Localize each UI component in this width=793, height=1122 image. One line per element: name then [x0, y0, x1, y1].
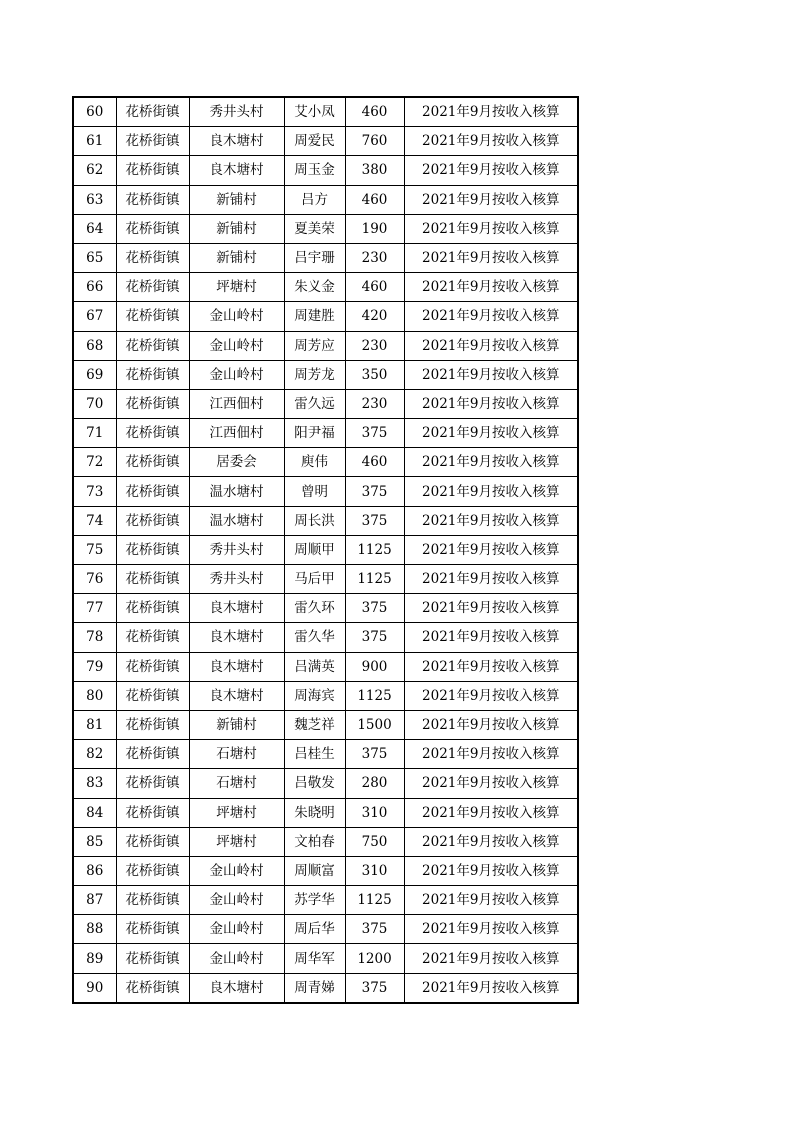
town-cell: 花桥街镇: [116, 565, 189, 594]
town-cell: 花桥街镇: [116, 973, 189, 1003]
town-cell: 花桥街镇: [116, 535, 189, 564]
village-cell: 金山岭村: [189, 360, 284, 389]
row-number-cell: 87: [73, 886, 116, 915]
village-cell: 坪塘村: [189, 798, 284, 827]
row-number-cell: 89: [73, 944, 116, 973]
amount-cell: 230: [345, 243, 404, 272]
table-row: [73, 827, 578, 856]
note-cell: 2021年9月按收入核算: [404, 594, 578, 623]
note-cell: 2021年9月按收入核算: [404, 127, 578, 156]
person-name-cell: 雷久华: [284, 623, 345, 652]
table-row: [73, 185, 578, 214]
note-cell: 2021年9月按收入核算: [404, 535, 578, 564]
note-cell: 2021年9月按收入核算: [404, 185, 578, 214]
village-cell: 金山岭村: [189, 331, 284, 360]
village-cell: 新铺村: [189, 185, 284, 214]
town-cell: 花桥街镇: [116, 798, 189, 827]
village-cell: 新铺村: [189, 214, 284, 243]
row-number-cell: 69: [73, 360, 116, 389]
table-row: [73, 710, 578, 739]
amount-cell: 900: [345, 652, 404, 681]
note-cell: 2021年9月按收入核算: [404, 915, 578, 944]
amount-cell: 460: [345, 185, 404, 214]
person-name-cell: 艾小凤: [284, 97, 345, 127]
village-cell: 居委会: [189, 448, 284, 477]
table-row: [73, 740, 578, 769]
note-cell: 2021年9月按收入核算: [404, 798, 578, 827]
roster-table: [72, 96, 579, 1004]
table-row: [73, 389, 578, 418]
village-cell: 金山岭村: [189, 302, 284, 331]
note-cell: 2021年9月按收入核算: [404, 769, 578, 798]
village-cell: 石塘村: [189, 740, 284, 769]
amount-cell: 460: [345, 448, 404, 477]
town-cell: 花桥街镇: [116, 419, 189, 448]
row-number-cell: 74: [73, 506, 116, 535]
row-number-cell: 68: [73, 331, 116, 360]
table-row: [73, 243, 578, 272]
person-name-cell: 文柏春: [284, 827, 345, 856]
note-cell: 2021年9月按收入核算: [404, 944, 578, 973]
note-cell: 2021年9月按收入核算: [404, 623, 578, 652]
village-cell: 江西佃村: [189, 389, 284, 418]
town-cell: 花桥街镇: [116, 302, 189, 331]
row-number-cell: 81: [73, 710, 116, 739]
table-row: [73, 97, 578, 127]
table-row: [73, 477, 578, 506]
person-name-cell: 苏学华: [284, 886, 345, 915]
person-name-cell: 周芳应: [284, 331, 345, 360]
note-cell: 2021年9月按收入核算: [404, 448, 578, 477]
amount-cell: 1125: [345, 886, 404, 915]
town-cell: 花桥街镇: [116, 623, 189, 652]
village-cell: 坪塘村: [189, 827, 284, 856]
roster-table-body: [73, 97, 578, 1003]
table-row: [73, 506, 578, 535]
town-cell: 花桥街镇: [116, 477, 189, 506]
village-cell: 金山岭村: [189, 915, 284, 944]
row-number-cell: 80: [73, 681, 116, 710]
table-row: [73, 419, 578, 448]
village-cell: 秀井头村: [189, 535, 284, 564]
amount-cell: 375: [345, 623, 404, 652]
village-cell: 温水塘村: [189, 477, 284, 506]
table-row: [73, 856, 578, 885]
person-name-cell: 周爱民: [284, 127, 345, 156]
note-cell: 2021年9月按收入核算: [404, 389, 578, 418]
person-name-cell: 魏芝祥: [284, 710, 345, 739]
row-number-cell: 78: [73, 623, 116, 652]
row-number-cell: 75: [73, 535, 116, 564]
amount-cell: 460: [345, 97, 404, 127]
village-cell: 良木塘村: [189, 973, 284, 1003]
person-name-cell: 夏美荣: [284, 214, 345, 243]
table-row: [73, 565, 578, 594]
row-number-cell: 62: [73, 156, 116, 185]
table-row: [73, 886, 578, 915]
note-cell: 2021年9月按收入核算: [404, 506, 578, 535]
amount-cell: 230: [345, 389, 404, 418]
row-number-cell: 67: [73, 302, 116, 331]
amount-cell: 1200: [345, 944, 404, 973]
note-cell: 2021年9月按收入核算: [404, 652, 578, 681]
amount-cell: 1500: [345, 710, 404, 739]
village-cell: 金山岭村: [189, 886, 284, 915]
amount-cell: 375: [345, 915, 404, 944]
row-number-cell: 64: [73, 214, 116, 243]
village-cell: 良木塘村: [189, 156, 284, 185]
town-cell: 花桥街镇: [116, 273, 189, 302]
village-cell: 良木塘村: [189, 623, 284, 652]
person-name-cell: 周芳龙: [284, 360, 345, 389]
row-number-cell: 65: [73, 243, 116, 272]
person-name-cell: 马后甲: [284, 565, 345, 594]
note-cell: 2021年9月按收入核算: [404, 973, 578, 1003]
village-cell: 江西佃村: [189, 419, 284, 448]
town-cell: 花桥街镇: [116, 243, 189, 272]
table-row: [73, 798, 578, 827]
town-cell: 花桥街镇: [116, 827, 189, 856]
village-cell: 金山岭村: [189, 944, 284, 973]
person-name-cell: 周青娣: [284, 973, 345, 1003]
town-cell: 花桥街镇: [116, 769, 189, 798]
person-name-cell: 周顺甲: [284, 535, 345, 564]
amount-cell: 760: [345, 127, 404, 156]
town-cell: 花桥街镇: [116, 681, 189, 710]
person-name-cell: 朱义金: [284, 273, 345, 302]
row-number-cell: 63: [73, 185, 116, 214]
table-row: [73, 214, 578, 243]
village-cell: 良木塘村: [189, 594, 284, 623]
note-cell: 2021年9月按收入核算: [404, 331, 578, 360]
row-number-cell: 84: [73, 798, 116, 827]
town-cell: 花桥街镇: [116, 185, 189, 214]
row-number-cell: 86: [73, 856, 116, 885]
town-cell: 花桥街镇: [116, 710, 189, 739]
person-name-cell: 周后华: [284, 915, 345, 944]
note-cell: 2021年9月按收入核算: [404, 710, 578, 739]
amount-cell: 280: [345, 769, 404, 798]
note-cell: 2021年9月按收入核算: [404, 273, 578, 302]
table-row: [73, 156, 578, 185]
town-cell: 花桥街镇: [116, 214, 189, 243]
village-cell: 石塘村: [189, 769, 284, 798]
table-row: [73, 273, 578, 302]
town-cell: 花桥街镇: [116, 594, 189, 623]
amount-cell: 1125: [345, 535, 404, 564]
town-cell: 花桥街镇: [116, 886, 189, 915]
table-row: [73, 915, 578, 944]
amount-cell: 750: [345, 827, 404, 856]
village-cell: 坪塘村: [189, 273, 284, 302]
person-name-cell: 雷久环: [284, 594, 345, 623]
amount-cell: 375: [345, 740, 404, 769]
row-number-cell: 73: [73, 477, 116, 506]
person-name-cell: 吕敬发: [284, 769, 345, 798]
town-cell: 花桥街镇: [116, 127, 189, 156]
note-cell: 2021年9月按收入核算: [404, 856, 578, 885]
person-name-cell: 周长洪: [284, 506, 345, 535]
note-cell: 2021年9月按收入核算: [404, 419, 578, 448]
town-cell: 花桥街镇: [116, 740, 189, 769]
row-number-cell: 70: [73, 389, 116, 418]
table-row: [73, 360, 578, 389]
row-number-cell: 71: [73, 419, 116, 448]
table-row: [73, 535, 578, 564]
amount-cell: 375: [345, 506, 404, 535]
village-cell: 温水塘村: [189, 506, 284, 535]
row-number-cell: 90: [73, 973, 116, 1003]
person-name-cell: 吕方: [284, 185, 345, 214]
note-cell: 2021年9月按收入核算: [404, 827, 578, 856]
amount-cell: 375: [345, 477, 404, 506]
amount-cell: 1125: [345, 565, 404, 594]
amount-cell: 1125: [345, 681, 404, 710]
row-number-cell: 88: [73, 915, 116, 944]
person-name-cell: 吕满英: [284, 652, 345, 681]
table-row: [73, 681, 578, 710]
amount-cell: 460: [345, 273, 404, 302]
town-cell: 花桥街镇: [116, 944, 189, 973]
table-row: [73, 973, 578, 1003]
row-number-cell: 61: [73, 127, 116, 156]
amount-cell: 350: [345, 360, 404, 389]
note-cell: 2021年9月按收入核算: [404, 681, 578, 710]
village-cell: 新铺村: [189, 710, 284, 739]
village-cell: 良木塘村: [189, 127, 284, 156]
village-cell: 金山岭村: [189, 856, 284, 885]
row-number-cell: 66: [73, 273, 116, 302]
town-cell: 花桥街镇: [116, 97, 189, 127]
note-cell: 2021年9月按收入核算: [404, 97, 578, 127]
village-cell: 秀井头村: [189, 565, 284, 594]
amount-cell: 310: [345, 856, 404, 885]
note-cell: 2021年9月按收入核算: [404, 243, 578, 272]
town-cell: 花桥街镇: [116, 156, 189, 185]
amount-cell: 310: [345, 798, 404, 827]
note-cell: 2021年9月按收入核算: [404, 565, 578, 594]
person-name-cell: 吕桂生: [284, 740, 345, 769]
row-number-cell: 82: [73, 740, 116, 769]
row-number-cell: 76: [73, 565, 116, 594]
table-row: [73, 302, 578, 331]
village-cell: 新铺村: [189, 243, 284, 272]
person-name-cell: 雷久远: [284, 389, 345, 418]
table-row: [73, 448, 578, 477]
town-cell: 花桥街镇: [116, 389, 189, 418]
town-cell: 花桥街镇: [116, 506, 189, 535]
amount-cell: 375: [345, 973, 404, 1003]
row-number-cell: 85: [73, 827, 116, 856]
town-cell: 花桥街镇: [116, 360, 189, 389]
amount-cell: 420: [345, 302, 404, 331]
table-row: [73, 652, 578, 681]
amount-cell: 230: [345, 331, 404, 360]
amount-cell: 190: [345, 214, 404, 243]
table-row: [73, 769, 578, 798]
amount-cell: 380: [345, 156, 404, 185]
town-cell: 花桥街镇: [116, 915, 189, 944]
note-cell: 2021年9月按收入核算: [404, 740, 578, 769]
note-cell: 2021年9月按收入核算: [404, 477, 578, 506]
person-name-cell: 朱晓明: [284, 798, 345, 827]
amount-cell: 375: [345, 594, 404, 623]
note-cell: 2021年9月按收入核算: [404, 886, 578, 915]
village-cell: 良木塘村: [189, 681, 284, 710]
town-cell: 花桥街镇: [116, 331, 189, 360]
row-number-cell: 60: [73, 97, 116, 127]
note-cell: 2021年9月按收入核算: [404, 156, 578, 185]
table-row: [73, 331, 578, 360]
person-name-cell: 阳尹福: [284, 419, 345, 448]
town-cell: 花桥街镇: [116, 652, 189, 681]
table-row: [73, 944, 578, 973]
town-cell: 花桥街镇: [116, 856, 189, 885]
table-row: [73, 623, 578, 652]
person-name-cell: 周玉金: [284, 156, 345, 185]
person-name-cell: 周顺富: [284, 856, 345, 885]
person-name-cell: 周华军: [284, 944, 345, 973]
note-cell: 2021年9月按收入核算: [404, 214, 578, 243]
person-name-cell: 周建胜: [284, 302, 345, 331]
note-cell: 2021年9月按收入核算: [404, 302, 578, 331]
amount-cell: 375: [345, 419, 404, 448]
table-row: [73, 594, 578, 623]
row-number-cell: 72: [73, 448, 116, 477]
row-number-cell: 77: [73, 594, 116, 623]
person-name-cell: 吕宇珊: [284, 243, 345, 272]
row-number-cell: 83: [73, 769, 116, 798]
person-name-cell: 庾伟: [284, 448, 345, 477]
note-cell: 2021年9月按收入核算: [404, 360, 578, 389]
person-name-cell: 曾明: [284, 477, 345, 506]
village-cell: 良木塘村: [189, 652, 284, 681]
row-number-cell: 79: [73, 652, 116, 681]
village-cell: 秀井头村: [189, 97, 284, 127]
person-name-cell: 周海宾: [284, 681, 345, 710]
town-cell: 花桥街镇: [116, 448, 189, 477]
table-row: [73, 127, 578, 156]
